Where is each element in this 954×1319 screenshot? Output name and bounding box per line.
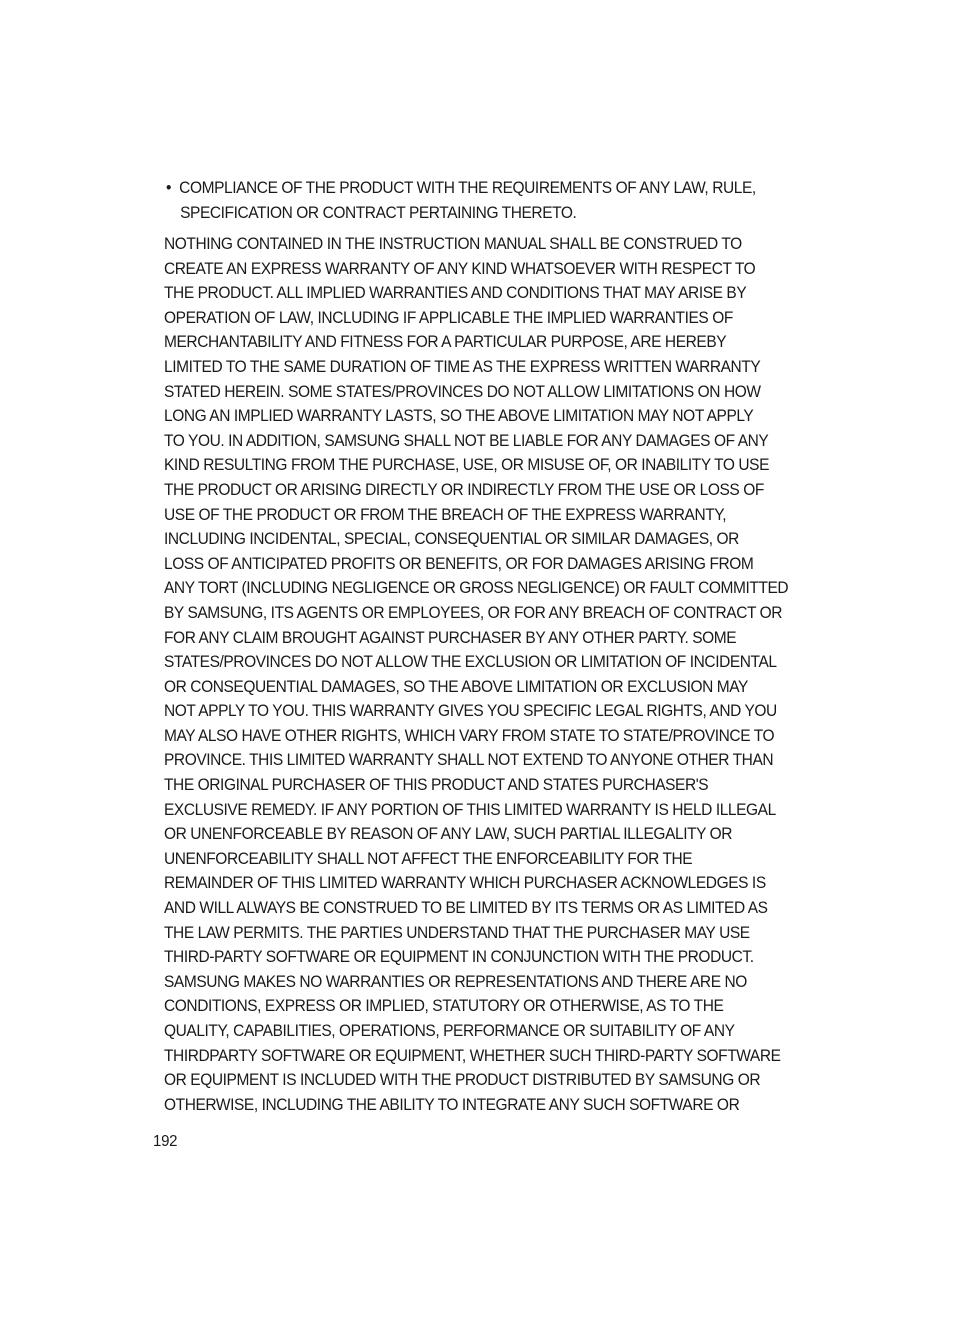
- paragraph-line: ANY TORT (INCLUDING NEGLIGENCE OR GROSS NEGLIGENCE) OR FAULT COMMITTED: [164, 579, 789, 598]
- paragraph-line: LONG AN IMPLIED WARRANTY LASTS, SO THE ABOVE LIMITATION MAY NOT APPLY: [164, 407, 754, 426]
- paragraph-line: FOR ANY CLAIM BROUGHT AGAINST PURCHASER BY ANY OTHER PARTY. SOME: [164, 628, 737, 647]
- page-number: 192: [153, 1133, 178, 1150]
- paragraph-line: STATED HEREIN. SOME STATES/PROVINCES DO NOT ALLOW LIMITATIONS ON HOW: [164, 382, 761, 401]
- paragraph-line: OTHERWISE, INCLUDING THE ABILITY TO INTEGRATE ANY SUCH SOFTWARE OR: [164, 1095, 740, 1114]
- paragraph-line: SAMSUNG MAKES NO WARRANTIES OR REPRESENTATIONS AND THERE ARE NO: [164, 972, 747, 991]
- paragraph-line: THE LAW PERMITS. THE PARTIES UNDERSTAND THAT THE PURCHASER MAY USE: [164, 923, 750, 942]
- bullet-list-item: [166, 176, 756, 225]
- paragraph-line: USE OF THE PRODUCT OR FROM THE BREACH OF THE EXPRESS WARRANTY,: [164, 505, 727, 524]
- bullet-line: SPECIFICATION OR CONTRACT PERTAINING THERETO.: [180, 203, 577, 222]
- paragraph-line: LIMITED TO THE SAME DURATION OF TIME AS THE EXPRESS WRITTEN WARRANTY: [164, 357, 761, 376]
- paragraph-line: LOSS OF ANTICIPATED PROFITS OR BENEFITS, OR FOR DAMAGES ARISING FROM: [164, 554, 754, 573]
- paragraph-line: THE PRODUCT. ALL IMPLIED WARRANTIES AND CONDITIONS THAT MAY ARISE BY: [164, 284, 747, 303]
- paragraph-line: OR CONSEQUENTIAL DAMAGES, SO THE ABOVE LIMITATION OR EXCLUSION MAY: [164, 677, 748, 696]
- paragraph-line: QUALITY, CAPABILITIES, OPERATIONS, PERFORMANCE OR SUITABILITY OF ANY: [164, 1022, 735, 1040]
- paragraph-line: MERCHANTABILITY AND FITNESS FOR A PARTICULAR PURPOSE, ARE HEREBY: [164, 333, 727, 352]
- paragraph-line: AND WILL ALWAYS BE CONSTRUED TO BE LIMITED BY ITS TERMS OR AS LIMITED AS: [164, 899, 768, 918]
- paragraph-line: UNENFORCEABILITY SHALL NOT AFFECT THE ENFORCEABILITY FOR THE: [164, 849, 693, 868]
- paragraph-line: STATES/PROVINCES DO NOT ALLOW THE EXCLUSION OR LIMITATION OF INCIDENTAL: [164, 653, 777, 672]
- paragraph-line: REMAINDER OF THIS LIMITED WARRANTY WHICH PURCHASER ACKNOWLEDGES IS: [164, 874, 766, 893]
- paragraph-line: MAY ALSO HAVE OTHER RIGHTS, WHICH VARY FROM STATE TO STATE/PROVINCE TO: [164, 726, 775, 745]
- paragraph-line: THIRDPARTY SOFTWARE OR EQUIPMENT, WHETHER SUCH THIRD-PARTY SOFTWARE: [164, 1046, 781, 1065]
- paragraph-line: BY SAMSUNG, ITS AGENTS OR EMPLOYEES, OR FOR ANY BREACH OF CONTRACT OR: [164, 603, 783, 622]
- warranty-paragraph: [164, 232, 789, 1117]
- paragraph-line: THE ORIGINAL PURCHASER OF THIS PRODUCT AND STATES PURCHASER'S: [164, 776, 709, 795]
- paragraph-line: INCLUDING INCIDENTAL, SPECIAL, CONSEQUENTIAL OR SIMILAR DAMAGES, OR: [164, 530, 739, 549]
- paragraph-line: NOTHING CONTAINED IN THE INSTRUCTION MANUAL SHALL BE CONSTRUED TO: [164, 235, 742, 253]
- paragraph-line: OR UNENFORCEABLE BY REASON OF ANY LAW, SUCH PARTIAL ILLEGALITY OR: [164, 825, 733, 844]
- paragraph-line: OPERATION OF LAW, INCLUDING IF APPLICABLE THE IMPLIED WARRANTIES OF: [164, 308, 733, 327]
- paragraph-line: KIND RESULTING FROM THE PURCHASE, USE, OR MISUSE OF, OR INABILITY TO USE: [164, 456, 769, 475]
- paragraph-line: THE PRODUCT OR ARISING DIRECTLY OR INDIRECTLY FROM THE USE OR LOSS OF: [164, 480, 764, 499]
- bullet-icon: •: [166, 179, 172, 197]
- paragraph-line: THIRD-PARTY SOFTWARE OR EQUIPMENT IN CONJUNCTION WITH THE PRODUCT.: [164, 948, 754, 967]
- bullet-line: [166, 176, 756, 201]
- paragraph-line: PROVINCE. THIS LIMITED WARRANTY SHALL NOT EXTEND TO ANYONE OTHER THAN: [164, 751, 774, 770]
- paragraph-line: CREATE AN EXPRESS WARRANTY OF ANY KIND WHATSOEVER WITH RESPECT TO: [164, 259, 756, 278]
- bullet-text: COMPLIANCE OF THE PRODUCT WITH THE REQUIREMENTS OF ANY LAW, RULE,: [179, 179, 756, 197]
- paragraph-line: EXCLUSIVE REMEDY. IF ANY PORTION OF THIS LIMITED WARRANTY IS HELD ILLEGAL: [164, 800, 776, 819]
- paragraph-line: TO YOU. IN ADDITION, SAMSUNG SHALL NOT BE LIABLE FOR ANY DAMAGES OF ANY: [164, 431, 769, 450]
- paragraph-line: CONDITIONS, EXPRESS OR IMPLIED, STATUTORY OR OTHERWISE, AS TO THE: [164, 997, 724, 1016]
- paragraph-line: NOT APPLY TO YOU. THIS WARRANTY GIVES YOU SPECIFIC LEGAL RIGHTS, AND YOU: [164, 702, 777, 721]
- paragraph-line: OR EQUIPMENT IS INCLUDED WITH THE PRODUCT DISTRIBUTED BY SAMSUNG OR: [164, 1071, 761, 1090]
